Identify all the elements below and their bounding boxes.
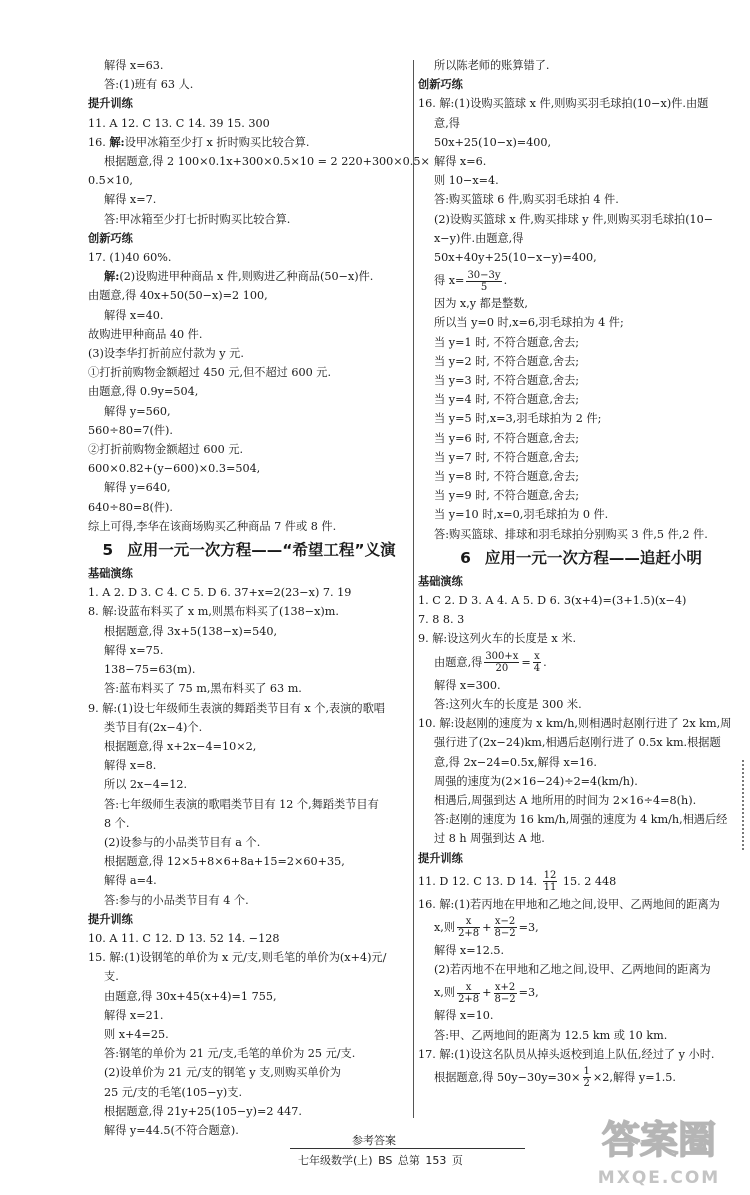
text-line: 解得 a=4. bbox=[104, 874, 157, 888]
text-line: 16. 解:(1)设购买篮球 x 件,则购买羽毛球拍(10−x)件.由题 bbox=[418, 97, 709, 111]
text-line: ②打折前购物金额超过 600 元. bbox=[88, 443, 244, 457]
text-line: 答:参与的小品类节目有 4 个. bbox=[104, 893, 249, 907]
text-line: 8. 解:设蓝布料买了 x m,则黑布料买了(138−x)m. bbox=[88, 605, 339, 619]
text-line: 根据题意,得 2 100×0.1x+300×0.5×10 = 2 220+300×0.5× bbox=[104, 155, 430, 169]
subheading-jichu: 基础演练 bbox=[418, 574, 463, 588]
text-line: 当 y=10 时,x=0,羽毛球拍为 0 件. bbox=[434, 508, 609, 522]
section-title-5: 5 应用一元一次方程——“希望工程”义演 bbox=[102, 541, 396, 560]
text-line: 答:购买篮球、排球和羽毛球拍分别购买 3 件,5 件,2 件. bbox=[434, 527, 708, 541]
text-line: 解:(2)设购进甲种商品 x 件,则购进乙种商品(50−x)件. bbox=[104, 269, 374, 284]
text-line: 当 y=5 时,x=3,羽毛球拍为 2 件; bbox=[434, 412, 602, 426]
text-line: 所以 2x−4=12. bbox=[104, 778, 188, 792]
text-line: 当 y=4 时, 不符合题意,舍去; bbox=[434, 393, 580, 407]
text-line: 强行进了(2x−24)km,相遇后赵刚行进了 0.5x km.根据题 bbox=[434, 736, 721, 750]
text-line: 当 y=7 时, 不符合题意,舍去; bbox=[434, 450, 580, 464]
watermark-url: MXQE.COM bbox=[597, 1168, 721, 1188]
text-line: 600×0.82+(y−600)×0.3=504, bbox=[88, 462, 261, 476]
text-line: 根据题意,得 12×5+8×6+8a+15=2×60+35, bbox=[104, 855, 345, 869]
fraction: $\frac{x}{4}$ bbox=[533, 651, 541, 675]
text-line: ①打折前购物金额超过 450 元,但不超过 600 元. bbox=[88, 366, 332, 380]
text-line: 16. 解:设甲冰箱至少打 x 折时购买比较合算. bbox=[88, 134, 310, 149]
text-line: 50x+40y+25(10−x−y)=400, bbox=[434, 251, 597, 265]
text-line: 解得 y=44.5(不符合题意). bbox=[104, 1123, 239, 1137]
text-line: 解得 x=21. bbox=[104, 1008, 164, 1022]
text-line: 当 y=3 时, 不符合题意,舍去; bbox=[434, 374, 580, 388]
text-line: 答:购买篮球 6 件,购买羽毛球拍 4 件. bbox=[434, 193, 619, 207]
text-line: 解得 x=6. bbox=[434, 155, 487, 169]
text-line: 16. 解:(1)若丙地在甲地和乙地之间,设甲、乙两地间的距离为 bbox=[418, 897, 720, 911]
text-line: 相遇后,周强到达 A 地所用的时间为 2×16÷4=8(h). bbox=[434, 793, 697, 807]
fraction: $\frac{x-2}{8-2}$ bbox=[494, 916, 516, 940]
text-line: 1. A 2. D 3. C 4. C 5. D 6. 37+x=2(23−x) 7. 19 bbox=[88, 586, 352, 600]
text-line: 当 y=6 时, 不符合题意,舍去; bbox=[434, 431, 580, 445]
text-line: 根据题意,得 21y+25(105−y)=2 447. bbox=[104, 1104, 302, 1118]
text-line: 则 x+4=25. bbox=[104, 1027, 169, 1041]
text-line: 640÷80=8(件). bbox=[88, 500, 173, 514]
text-line: x−y)件.由题意,得 bbox=[434, 231, 524, 245]
text-line: 所以当 y=0 时,x=6,羽毛球拍为 4 件; bbox=[434, 316, 624, 330]
text-line: 0.5×10, bbox=[88, 174, 133, 188]
text-line: 10. A 11. C 12. D 13. 52 14. −128 bbox=[88, 931, 280, 945]
text-line: 当 y=8 时, 不符合题意,舍去; bbox=[434, 470, 580, 484]
column-divider bbox=[413, 60, 414, 1118]
text-line: 根据题意,得 50y−30y=30× $\frac{1}{2}$ ×2,解得 y=1.5. bbox=[434, 1066, 676, 1090]
text-line: 解得 x=300. bbox=[434, 678, 501, 692]
text-line: 故购进甲种商品 40 件. bbox=[88, 327, 203, 341]
text-line: x,则 $\frac{x}{2+8}$ + $\frac{x-2}{8-2}$ =3, bbox=[434, 916, 539, 940]
fraction: $\frac{x}{2+8}$ bbox=[458, 981, 480, 1005]
text-line: 11. D 12. C 13. D 14. $\frac{12}{11}$ 15. 2 448 bbox=[418, 870, 617, 894]
text-line: 解得 x=12.5. bbox=[434, 943, 505, 957]
text-line: 解得 x=40. bbox=[104, 308, 164, 322]
fraction: $\frac{1}{2}$ bbox=[583, 1066, 590, 1090]
text-line: 由题意,得 30x+45(x+4)=1 755, bbox=[104, 989, 277, 1003]
text-line: 由题意,得 0.9y=504, bbox=[88, 385, 199, 399]
footer-page-info: 七年级数学(上) BS 总第 153 页 bbox=[298, 1154, 463, 1167]
text-line: 10. 解:设赵刚的速度为 x km/h,则相遇时赵刚行进了 2x km,周 bbox=[418, 717, 732, 731]
text-line: 综上可得,李华在该商场购买乙种商品 7 件或 8 件. bbox=[88, 519, 337, 533]
text-line: 根据题意,得 3x+5(138−x)=540, bbox=[104, 624, 278, 638]
text-line: 根据题意,得 x+2x−4=10×2, bbox=[104, 739, 257, 753]
text-line: 答:(1)班有 63 人. bbox=[104, 78, 194, 92]
text-line: (2)若丙地不在甲地和乙地之间,设甲、乙两地间的距离为 bbox=[434, 963, 711, 977]
text-line: 当 y=1 时, 不符合题意,舍去; bbox=[434, 335, 580, 349]
fraction: $\frac{30-3y}{5}$ bbox=[467, 269, 501, 293]
text-line: 解得 x=63. bbox=[104, 59, 164, 72]
text-line: 15. 解:(1)设钢笔的单价为 x 元/支,则毛笔的单价为(x+4)元/ bbox=[88, 951, 387, 965]
text-line: 意,得 2x−24=0.5x,解得 x=16. bbox=[434, 755, 597, 769]
subheading-chuangxin: 创新巧练 bbox=[418, 78, 463, 92]
text-line: 得 x= $\frac{30-3y}{5}$ . bbox=[434, 269, 508, 293]
text-line: 17. 解:(1)设这名队员从掉头返校到追上队伍,经过了 y 小时. bbox=[418, 1047, 715, 1061]
text-line: 当 y=9 时, 不符合题意,舍去; bbox=[434, 489, 580, 503]
page-edge-mark bbox=[742, 760, 750, 850]
text-line: 答:蓝布料买了 75 m,黑布料买了 63 m. bbox=[104, 682, 302, 696]
text-line: 答:甲冰箱至少打七折时购买比较合算. bbox=[104, 212, 291, 226]
text-line: 周强的速度为(2×16−24)÷2=4(km/h). bbox=[434, 774, 638, 788]
fraction: $\frac{x+2}{8-2}$ bbox=[494, 981, 516, 1005]
text-line: (3)设李华打折前应付款为 y 元. bbox=[88, 347, 244, 361]
text-line: 解得 y=640, bbox=[104, 481, 171, 495]
fraction: $\frac{300+x}{20}$ bbox=[485, 651, 519, 675]
text-line: 138−75=63(m). bbox=[104, 663, 196, 677]
text-line: 则 10−x=4. bbox=[434, 174, 499, 188]
text-line: x,则 $\frac{x}{2+8}$ + $\frac{x+2}{8-2}$ =3, bbox=[434, 981, 539, 1005]
text-line: 9. 解:(1)设七年级师生表演的舞蹈类节目有 x 个,表演的歌唱 bbox=[88, 701, 385, 715]
text-line: 意,得 bbox=[434, 116, 460, 130]
text-line: 所以陈老师的账算错了. bbox=[434, 59, 550, 72]
text-line: 过 8 h 周强到达 A 地. bbox=[434, 832, 545, 846]
text-line: 类节目有(2x−4)个. bbox=[104, 720, 203, 734]
text-line: 50x+25(10−x)=400, bbox=[434, 135, 552, 149]
text-line: 8 个. bbox=[104, 816, 130, 830]
text-line: 答:这列火车的长度是 300 米. bbox=[434, 697, 582, 711]
text-line: 答:赵刚的速度为 16 km/h,周强的速度为 4 km/h,相遇后经 bbox=[434, 813, 728, 827]
text-line: 解得 x=10. bbox=[434, 1009, 494, 1023]
text-line: 支. bbox=[104, 970, 119, 984]
text-line: 由题意,得 40x+50(50−x)=2 100, bbox=[88, 289, 268, 303]
subheading-tisheng: 提升训练 bbox=[418, 851, 463, 865]
text-line: 答:甲、乙两地间的距离为 12.5 km 或 10 km. bbox=[434, 1028, 668, 1042]
text-line: 解得 y=560, bbox=[104, 404, 171, 418]
text-line: (2)设单价为 21 元/支的钢笔 y 支,则购买单价为 bbox=[104, 1066, 341, 1080]
text-line: 11. A 12. C 13. C 14. 39 15. 300 bbox=[88, 116, 270, 130]
text-line: 解得 x=8. bbox=[104, 759, 157, 773]
subheading-tisheng: 提升训练 bbox=[88, 97, 133, 111]
right-column bbox=[418, 56, 744, 1091]
footer-title: 参考答案 bbox=[352, 1134, 396, 1147]
text-line: 因为 x,y 都是整数, bbox=[434, 297, 528, 311]
text-line: 解得 x=75. bbox=[104, 643, 164, 657]
fraction: $\frac{12}{11}$ bbox=[543, 870, 557, 894]
text-line: 9. 解:设这列火车的长度是 x 米. bbox=[418, 632, 577, 646]
text-line: 560÷80=7(件). bbox=[88, 423, 173, 437]
text-line: (2)设购买篮球 x 件,购买排球 y 件,则购买羽毛球拍(10− bbox=[434, 212, 714, 226]
text-line: 1. C 2. D 3. A 4. A 5. D 6. 3(x+4)=(3+1.5)(x−4) bbox=[418, 594, 687, 608]
text-line: 由题意,得 $\frac{300+x}{20}$ = $\frac{x}{4}$ . bbox=[434, 651, 547, 675]
section-title-6: 6 应用一元一次方程——追赶小明 bbox=[460, 548, 702, 567]
text-line: 答:七年级师生表演的歌唱类节目有 12 个,舞蹈类节目有 bbox=[104, 797, 379, 811]
subheading-jichu: 基础演练 bbox=[88, 567, 133, 581]
subheading-tisheng: 提升训练 bbox=[88, 912, 133, 926]
text-line: 解得 x=7. bbox=[104, 193, 157, 207]
fraction: $\frac{x}{2+8}$ bbox=[458, 916, 480, 940]
text-line: 当 y=2 时, 不符合题意,舍去; bbox=[434, 354, 580, 368]
text-line: 7. 8 8. 3 bbox=[418, 613, 465, 627]
text-line: (2)设参与的小品类节目有 a 个. bbox=[104, 835, 261, 849]
text-line: 17. (1)40 60%. bbox=[88, 251, 172, 265]
text-line: 25 元/支的毛笔(105−y)支. bbox=[104, 1085, 243, 1099]
watermark-logo bbox=[574, 1107, 744, 1189]
left-column bbox=[88, 56, 430, 1140]
text-line: 答:钢笔的单价为 21 元/支,毛笔的单价为 25 元/支. bbox=[104, 1047, 356, 1061]
footer-rule bbox=[290, 1148, 525, 1149]
subheading-chuangxin: 创新巧练 bbox=[88, 231, 133, 245]
watermark-text: 答案圈 bbox=[601, 1118, 717, 1162]
